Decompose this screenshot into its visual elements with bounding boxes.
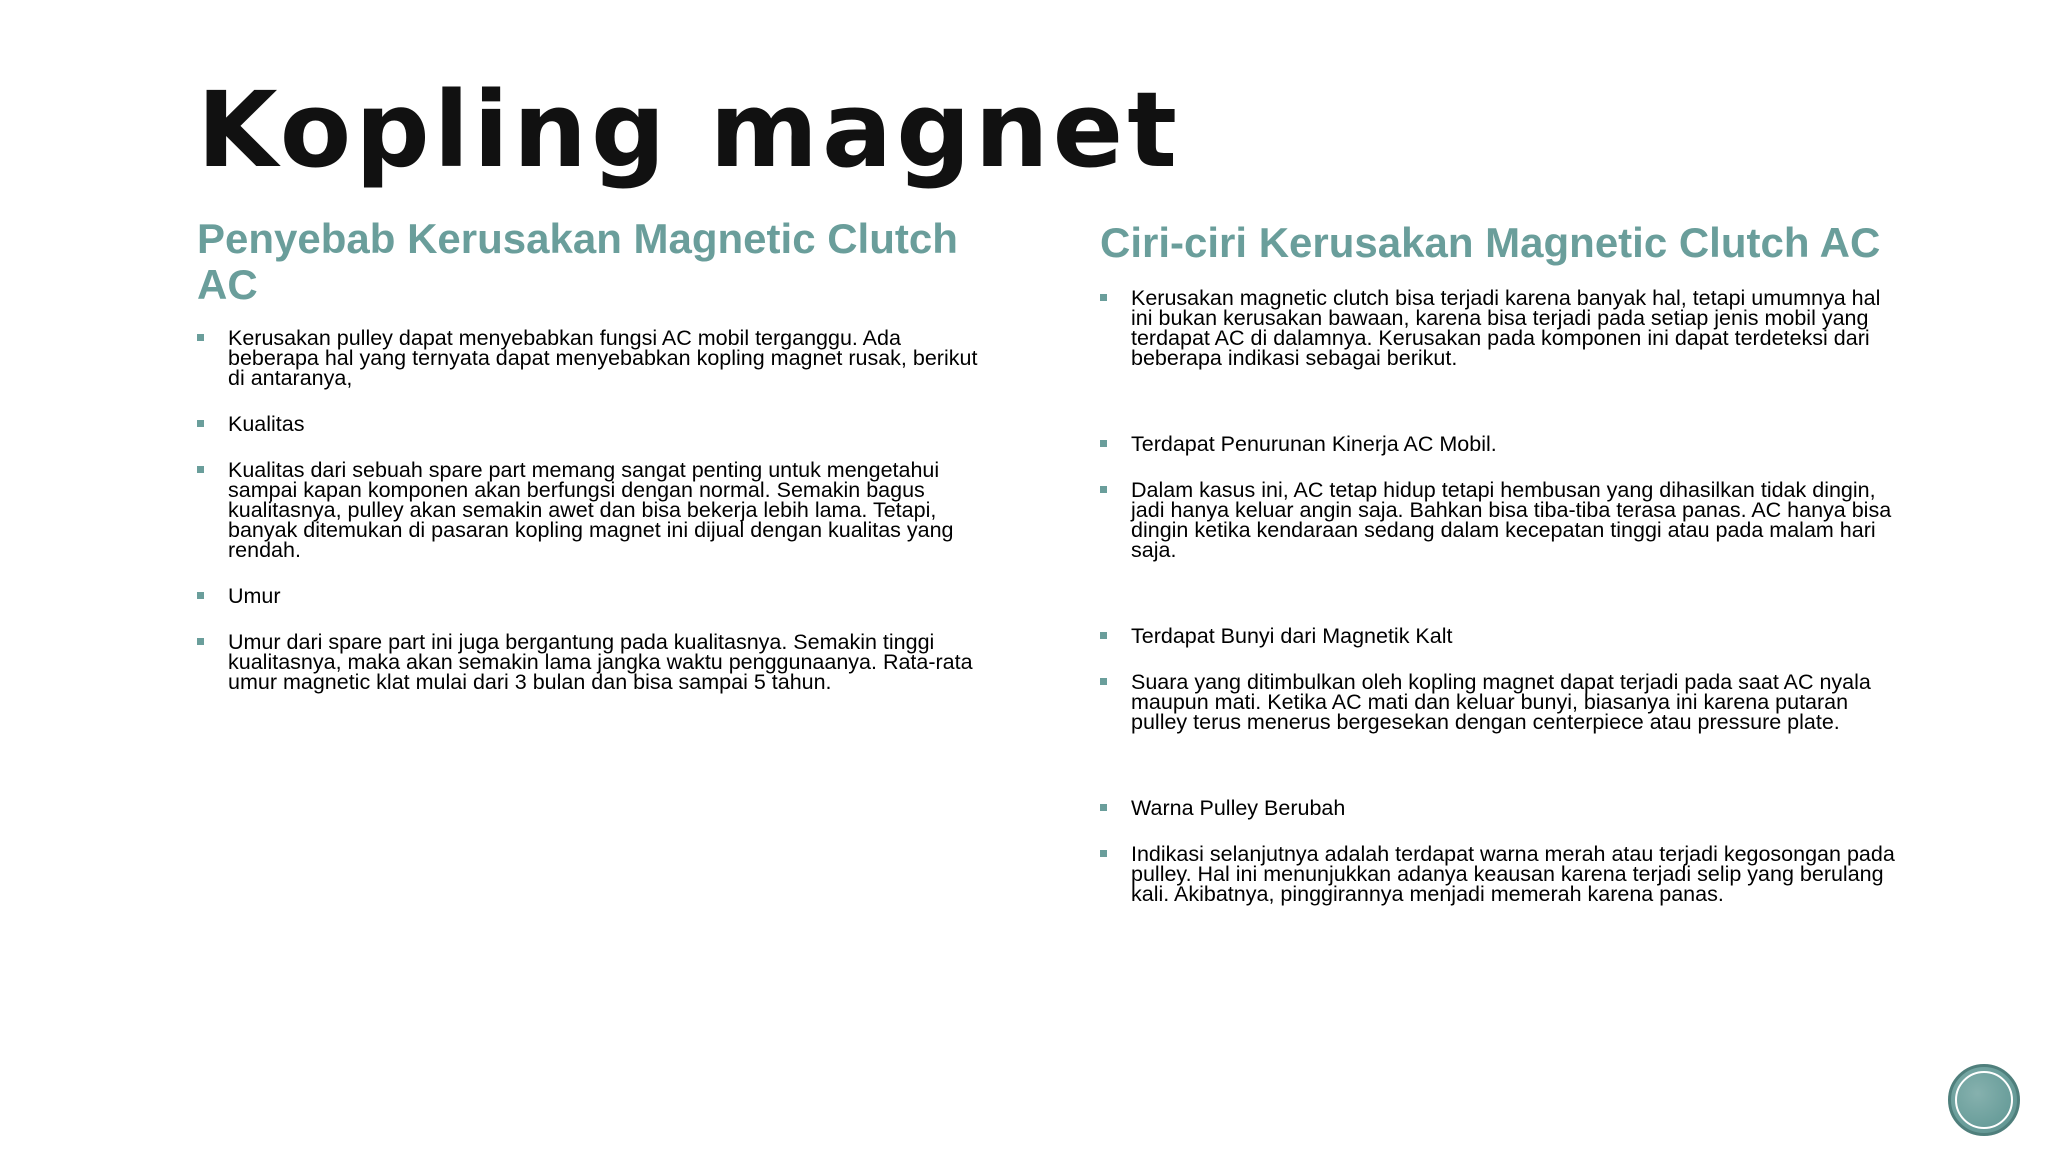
list-item-text: Kualitas <box>228 412 305 436</box>
square-bullet-icon <box>197 334 204 341</box>
square-bullet-icon <box>1100 294 1107 301</box>
list-item-text: Kualitas dari sebuah spare part memang sangat penting untuk mengetahui sampai kapan komponen akan berfungsi dengan normal. Semakin bagus kualitasnya, pulley akan semakin awet dan bisa bekerja lebih lama. Tetapi, banyak ditemukan di pasaran kopling magnet ini dijual dengan kualitas yang rendah. <box>228 458 954 562</box>
list-item-text: Kerusakan magnetic clutch bisa terjadi karena banyak hal, tetapi umumnya hal ini bukan kerusakan bawaan, karena bisa terjadi pada setiap jenis mobil yang terdapat AC di dalamnya. Kerusakan pada komponen ini dapat terdeteksi dari beberapa indikasi sebagai berikut. <box>1131 286 1881 370</box>
square-bullet-icon <box>197 420 204 427</box>
list-item <box>197 632 997 692</box>
square-bullet-icon <box>1100 632 1107 639</box>
list-item <box>1100 480 1900 560</box>
list-item-text: Terdapat Penurunan Kinerja AC Mobil. <box>1131 432 1497 456</box>
right-column <box>1100 220 1900 930</box>
left-column-heading: Penyebab Kerusakan Magnetic Clutch AC <box>197 215 958 308</box>
list-item-text: Kerusakan pulley dapat menyebabkan fungsi AC mobil terganggu. Ada beberapa hal yang ternyata dapat menyebabkan kopling magnet rusak, berikut di antaranya, <box>228 326 978 390</box>
badge-ring <box>1955 1071 2013 1129</box>
list-item-text: Terdapat Bunyi dari Magnetik Kalt <box>1131 624 1453 648</box>
list-item <box>1100 672 1900 732</box>
list-item <box>1100 626 1900 646</box>
list-item-text: Suara yang ditimbulkan oleh kopling magnet dapat terjadi pada saat AC nyala maupun mati. Ketika AC mati dan keluar bunyi, biasanya ini karena putaran pulley terus menerus bergesekan dengan centerpiece atau pressure plate. <box>1131 670 1871 734</box>
list-item <box>197 586 997 606</box>
square-bullet-icon <box>1100 486 1107 493</box>
slide-title: Kopling magnet <box>197 69 1181 191</box>
list-item-text: Dalam kasus ini, AC tetap hidup tetapi hembusan yang dihasilkan tidak dingin, jadi hanya keluar angin saja. Bahkan bisa tiba-tiba terasa panas. AC hanya bisa dingin ketika kendaraan sedang dalam kecepatan tinggi atau pada malam hari saja. <box>1131 478 1892 562</box>
list-item <box>197 414 997 434</box>
square-bullet-icon <box>1100 804 1107 811</box>
square-bullet-icon <box>197 638 204 645</box>
list-item <box>197 460 997 560</box>
list-item <box>1100 288 1900 368</box>
square-bullet-icon <box>197 466 204 473</box>
list-item <box>1100 844 1900 904</box>
left-bullet-list <box>197 328 997 692</box>
square-bullet-icon <box>1100 678 1107 685</box>
list-item <box>1100 798 1900 818</box>
list-item <box>1100 434 1900 454</box>
right-column-heading: Ciri-ciri Kerusakan Magnetic Clutch AC <box>1100 219 1881 266</box>
list-item <box>197 328 997 388</box>
square-bullet-icon <box>1100 850 1107 857</box>
list-item-text: Umur dari spare part ini juga bergantung pada kualitasnya. Semakin tinggi kualitasnya, maka akan semakin lama jangka waktu penggunaanya. Rata-rata umur magnetic klat mulai dari 3 bulan dan bisa sampai 5 tahun. <box>228 630 973 694</box>
right-bullet-list <box>1100 288 1900 904</box>
list-item-text: Warna Pulley Berubah <box>1131 796 1346 820</box>
list-item-text: Umur <box>228 584 281 608</box>
square-bullet-icon <box>197 592 204 599</box>
left-column <box>197 216 997 718</box>
decorative-circle-badge-icon <box>1948 1064 2020 1136</box>
square-bullet-icon <box>1100 440 1107 447</box>
list-item-text: Indikasi selanjutnya adalah terdapat warna merah atau terjadi kegosongan pada pulley. Hal ini menunjukkan adanya keausan karena terjadi selip yang berulang kali. Akibatnya, pinggirannya menjadi memerah karena panas. <box>1131 842 1895 906</box>
